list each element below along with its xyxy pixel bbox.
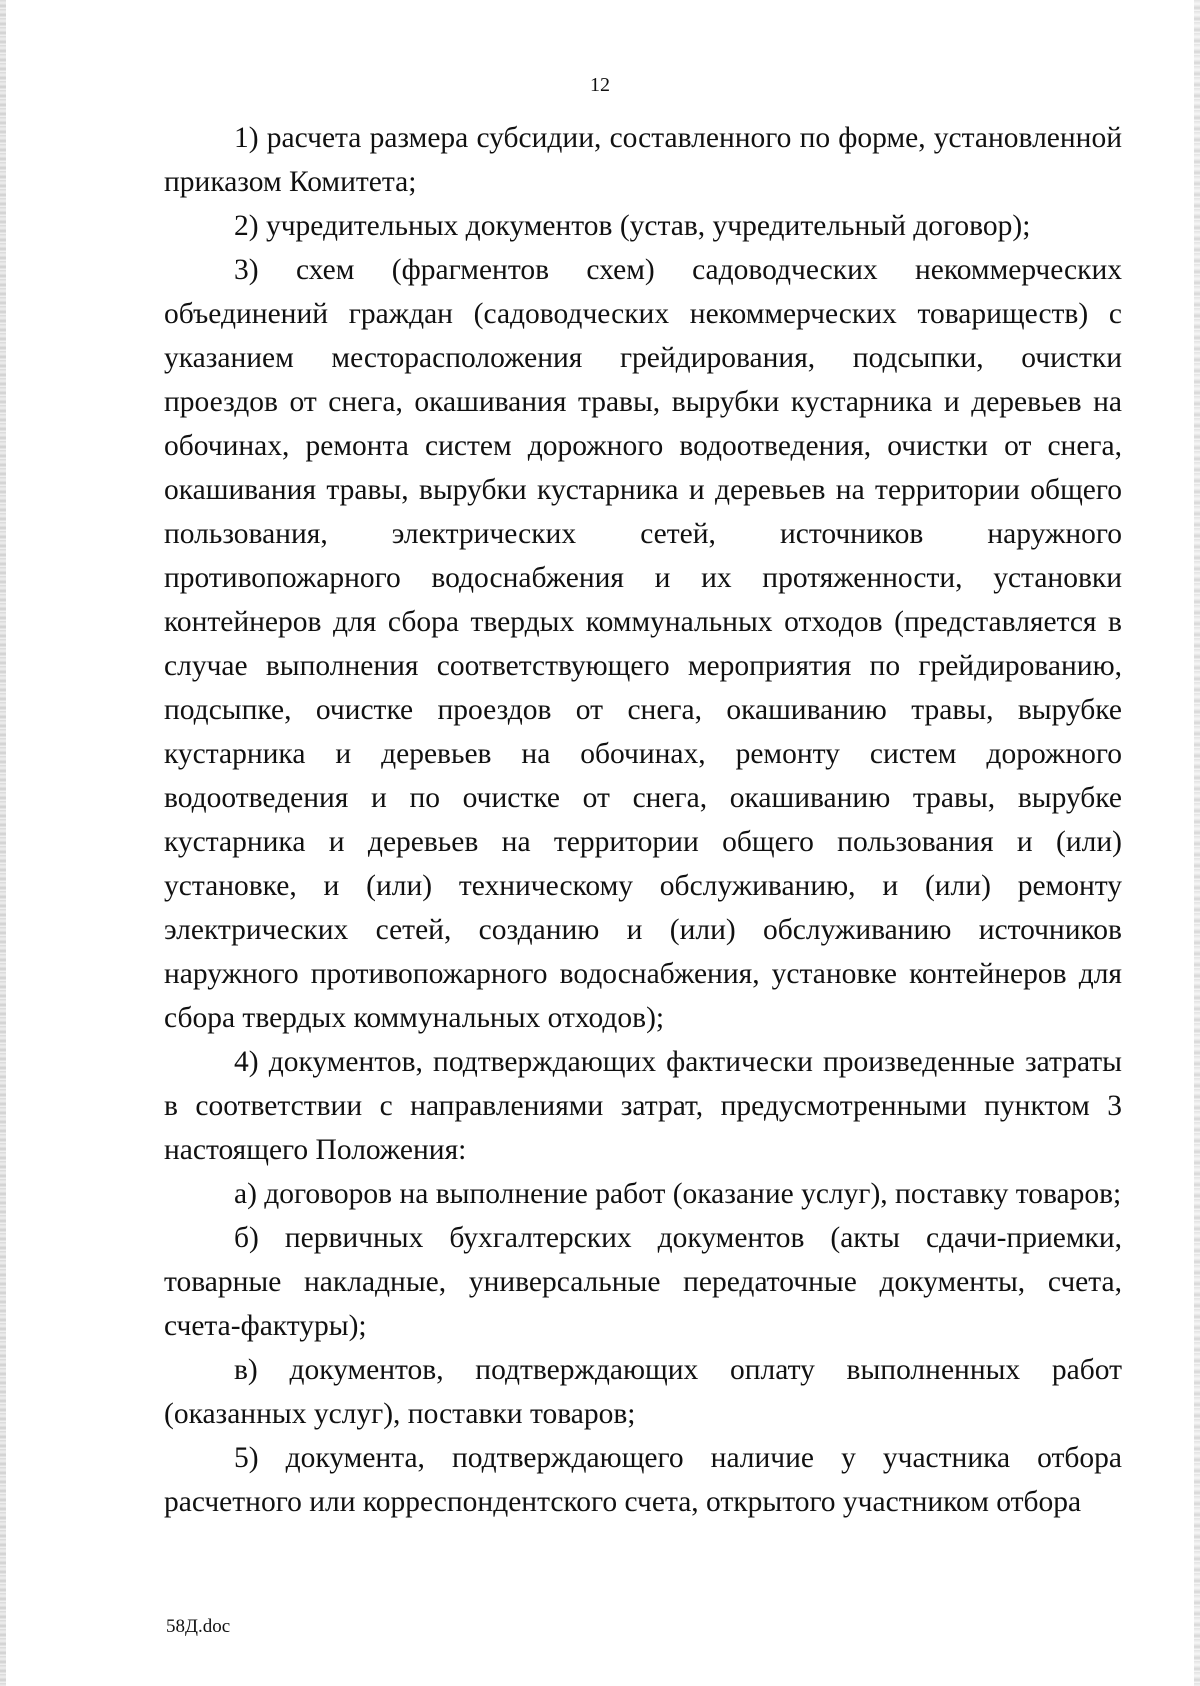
paragraph-item-3: 3) схем (фрагментов схем) садоводческих некоммерческих объединений граждан (садоводческих некоммерческих товариществ) с указанием месторасположения грейдирования, подсыпки, очистки проездов от снега, окашивания травы, вырубки кустарника и деревьев на обочинах, ремонта систем дорожного водоотведения, очистки от снега, окашивания травы, вырубки кустарника и деревьев на территории общего пользования, электрических сетей, источников наружного противопожарного водоснабжения и их протяженности, установки контейнеров для сбора твердых коммунальных отходов (представляется в случае выполнения соответствующего мероприятия по грейдированию, подсыпке, очистке проездов от снега, окашиванию травы, вырубке кустарника и деревьев на обочинах, ремонту систем дорожного водоотведения и по очистке от снега, окашиванию травы, вырубке кустарника и деревьев на территории общего пользования и (или) установке, и (или) техническому обслуживанию, и (или) ремонту электрических сетей, созданию и (или) обслуживанию источников наружного противопожарного водоснабжения, установке контейнеров для сбора твердых коммунальных отходов); [164, 254, 1122, 1034]
page-number: 12 [590, 74, 610, 96]
footer-filename: 58Д.doc [166, 1616, 231, 1637]
document-body [164, 116, 1122, 1524]
paragraph-item-1: 1) расчета размера субсидии, составленного по форме, установленной приказом Комитета; [164, 122, 1122, 198]
paragraph-item-2: 2) учредительных документов (устав, учредительный договор); [234, 210, 1031, 242]
scan-edge-right [1194, 0, 1200, 1686]
scan-edge-left [0, 0, 6, 1686]
paragraph-item-5: 5) документа, подтверждающего наличие у участника отбора расчетного или корреспондентского счета, открытого участником отбора [164, 1442, 1122, 1518]
paragraph-subitem-v: в) документов, подтверждающих оплату выполненных работ (оказанных услуг), поставки товаров; [164, 1354, 1122, 1430]
paragraph-subitem-b: б) первичных бухгалтерских документов (акты сдачи-приемки, товарные накладные, универсальные передаточные документы, счета, счета-фактуры); [164, 1222, 1122, 1342]
paragraph-item-4: 4) документов, подтверждающих фактически произведенные затраты в соответствии с направлениями затрат, предусмотренными пунктом 3 настоящего Положения: [164, 1046, 1122, 1166]
paragraph-subitem-a: а) договоров на выполнение работ (оказание услуг), поставку товаров; [234, 1178, 1122, 1210]
